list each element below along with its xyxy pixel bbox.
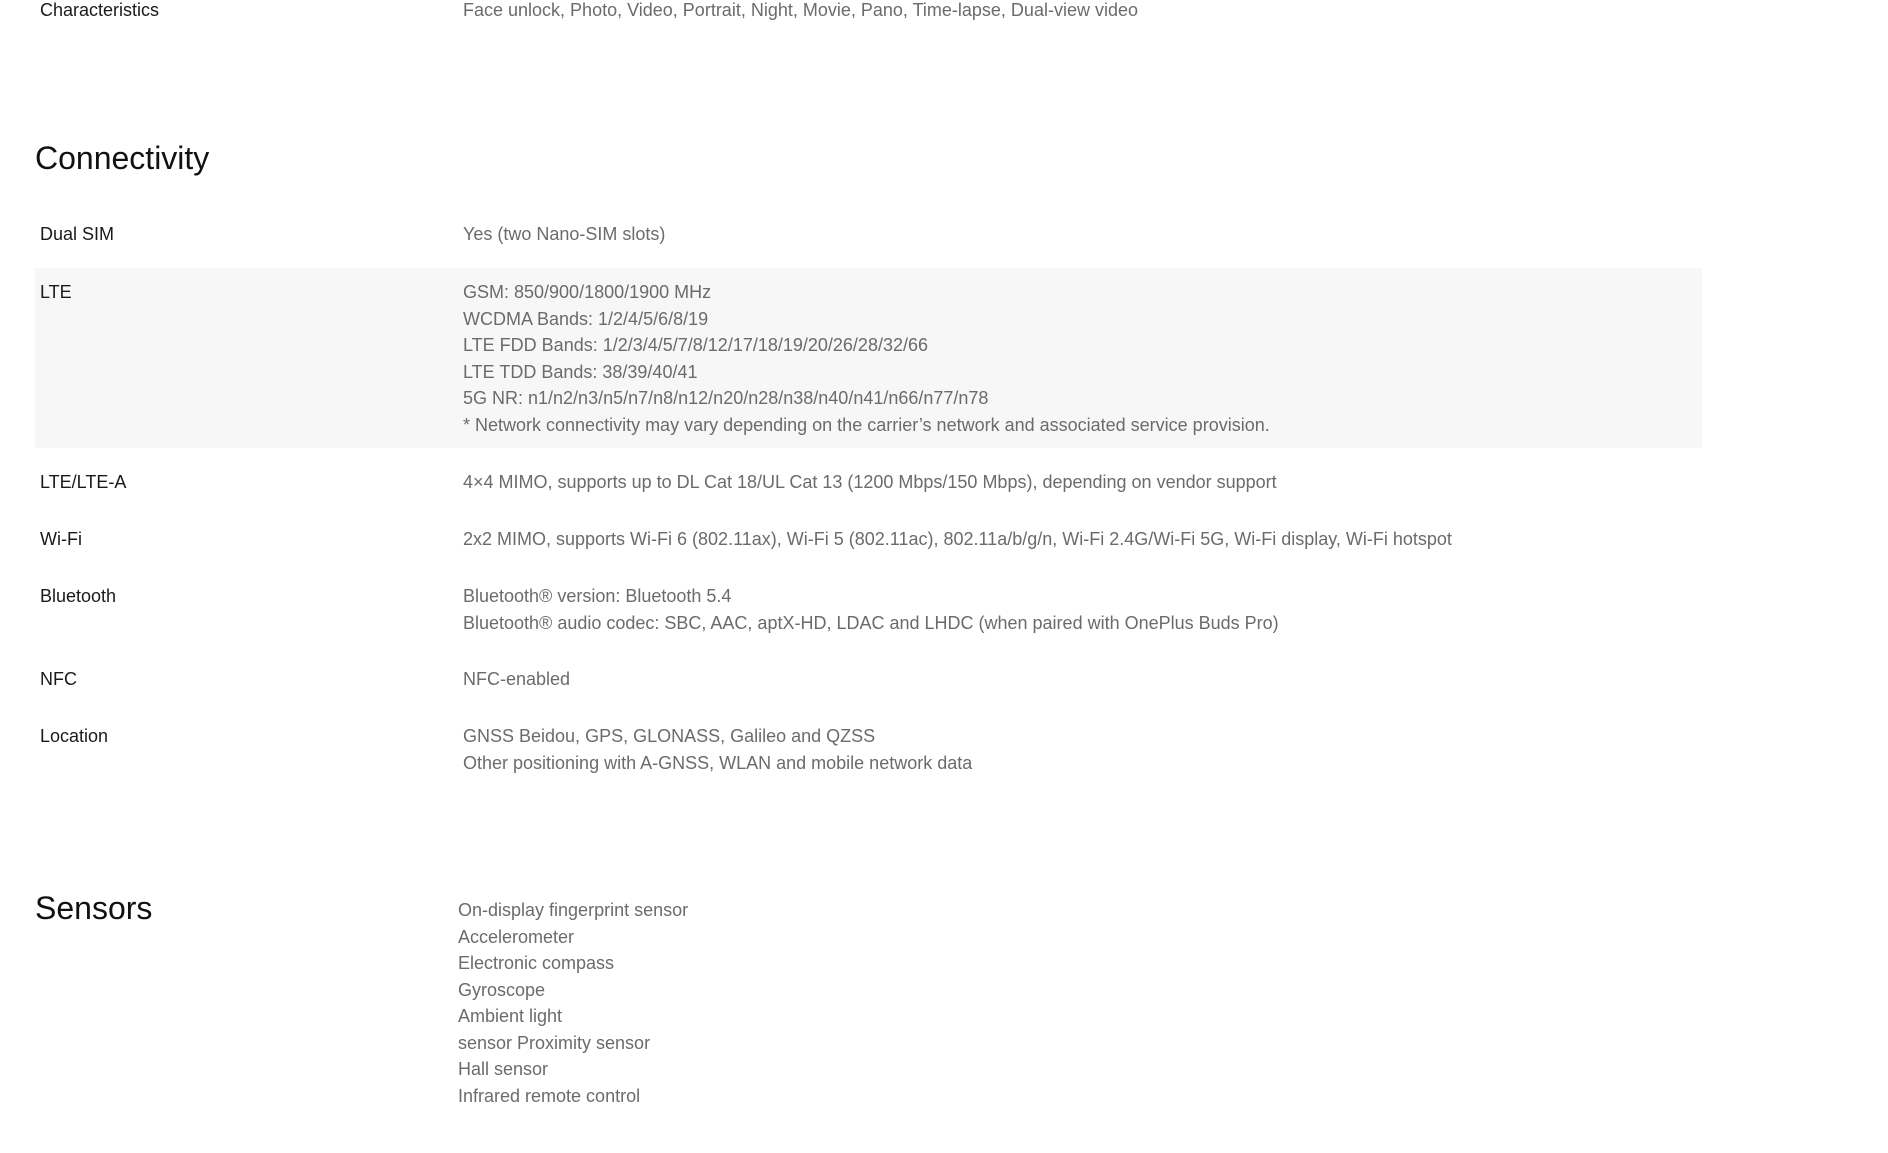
spec-row-characteristics — [35, 0, 1702, 27]
spec-value-line: LTE TDD Bands: 38/39/40/41 — [463, 361, 698, 382]
spec-label: Wi-Fi — [40, 529, 82, 549]
spec-row-lte-a — [35, 469, 1702, 517]
spec-value-line: GSM: 850/900/1800/1900 MHz — [463, 282, 712, 302]
spec-value-line: 4×4 MIMO, supports up to DL Cat 18/UL Cat 13 (1200 Mbps/150 Mbps), depending on vendor support — [463, 472, 1277, 492]
spec-label: Location — [40, 726, 109, 746]
spec-row-wifi — [35, 526, 1702, 574]
sensor-list — [458, 897, 688, 1109]
spec-value — [463, 526, 1452, 553]
spec-value — [463, 221, 665, 248]
spec-value-line: GNSS Beidou, GPS, GLONASS, Galileo and QZSS — [463, 726, 876, 746]
spec-label: Characteristics — [40, 0, 160, 20]
section-title-connectivity: Connectivity — [35, 140, 210, 176]
sensor-item: On-display fingerprint sensor — [458, 900, 689, 920]
spec-value — [463, 279, 1270, 438]
spec-label: NFC — [40, 669, 77, 689]
sensor-item: sensor Proximity sensor — [458, 1032, 651, 1053]
spec-value-line: NFC-enabled — [463, 669, 571, 689]
spec-label: LTE/LTE-A — [40, 472, 127, 492]
spec-value-line: 2x2 MIMO, supports Wi-Fi 6 (802.11ax), Wi-Fi 5 (802.11ac), 802.11a/b/g/n, Wi-Fi 2.4G/Wi-Fi 5G, Wi-Fi display, Wi-Fi hotspot — [463, 529, 1452, 549]
spec-value-line: Bluetooth® audio codec: SBC, AAC, aptX-HD, LDAC and LHDC (when paired with OnePlus Buds Pro) — [463, 612, 1279, 633]
spec-value-line: LTE FDD Bands: 1/2/3/4/5/7/8/12/17/18/19/20/26/28/32/66 — [463, 335, 928, 355]
spec-row-bluetooth — [35, 583, 1702, 658]
spec-row-nfc — [35, 666, 1702, 714]
spec-value: Face unlock, Photo, Video, Portrait, Night, Movie, Pano, Time-lapse, Dual-view video — [463, 0, 1138, 20]
spec-value-line: WCDMA Bands: 1/2/4/5/6/8/19 — [463, 308, 709, 329]
spec-value-line: Bluetooth® version: Bluetooth 5.4 — [463, 586, 732, 606]
sensor-item: Infrared remote control — [458, 1085, 641, 1106]
spec-value-line: 5G NR: n1/n2/n3/n5/n7/n8/n12/n20/n28/n38/n40/n41/n66/n77/n78 — [463, 388, 989, 408]
spec-value — [463, 583, 1279, 636]
spec-value — [463, 666, 570, 693]
sensor-item: Hall sensor — [458, 1059, 549, 1079]
sensor-item: Gyroscope — [458, 979, 546, 1000]
spec-value-line: * Network connectivity may vary depending on the carrier’s network and associated service provision. — [463, 414, 1270, 435]
section-title-sensors: Sensors — [35, 890, 153, 926]
spec-value-line: Other positioning with A-GNSS, WLAN and mobile network data — [463, 752, 973, 773]
spec-value-line: Yes (two Nano-SIM slots) — [463, 224, 666, 244]
spec-row-dual-sim — [35, 221, 1702, 269]
spec-row-location — [35, 723, 1702, 798]
spec-label: Dual SIM — [40, 224, 115, 244]
spec-row-lte — [35, 268, 1702, 448]
sensor-item: Accelerometer — [458, 926, 575, 947]
sensor-item: Ambient light — [458, 1006, 563, 1026]
spec-label: Bluetooth — [40, 586, 117, 606]
spec-label: LTE — [40, 282, 72, 302]
sensor-item: Electronic compass — [458, 953, 615, 973]
spec-value — [463, 723, 972, 776]
spec-value — [463, 469, 1277, 496]
